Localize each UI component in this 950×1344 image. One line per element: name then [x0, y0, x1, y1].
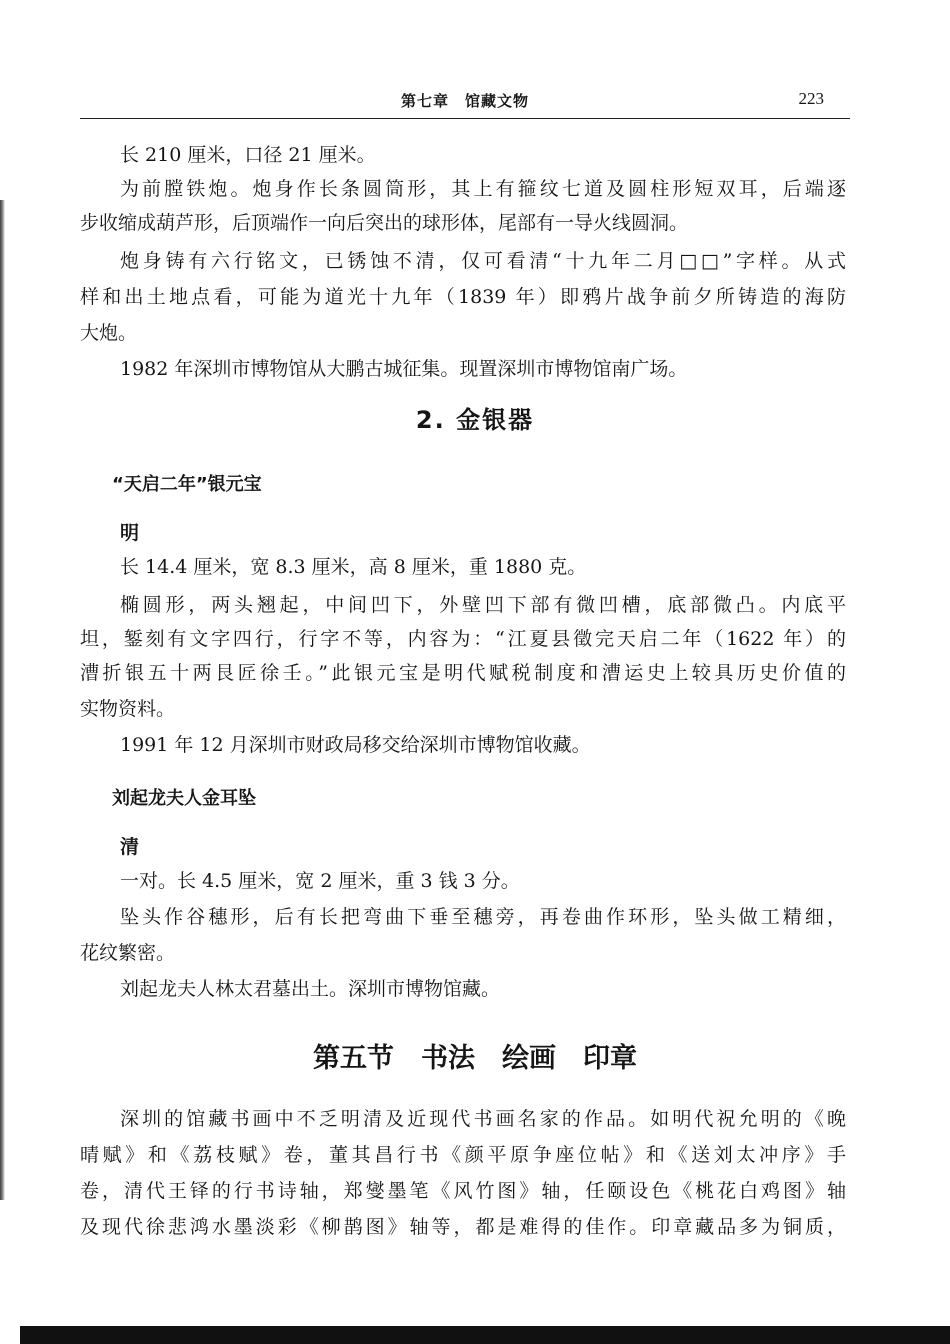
intro-line: 卷，清代王铎的行书诗轴，郑燮墨笔《风竹图》轴，任颐设色《桃花白鸡图》轴 — [80, 1180, 846, 1202]
cannon-desc-line: 为前膛铁炮。炮身作长条圆筒形，其上有箍纹七道及圆柱形短双耳，后端逐 — [120, 178, 846, 200]
cannon-dimensions: 长 210 厘米，口径 21 厘米。 — [120, 144, 376, 166]
item-title-silver-ingot: “天启二年”银元宝 — [112, 474, 262, 495]
item-provenance: 1991 年 12 月深圳市财政局移交给深圳市博物馆收藏。 — [120, 734, 591, 756]
chapter-title: 第七章 馆藏文物 — [400, 92, 529, 110]
intro-line: 晴赋》和《荔枝赋》卷，董其昌行书《颜平原争座位帖》和《送刘太冲序》手 — [80, 1144, 846, 1166]
item-dimensions: 长 14.4 厘米，宽 8.3 厘米，高 8 厘米，重 1880 克。 — [120, 556, 587, 578]
item-dynasty: 清 — [120, 836, 140, 858]
running-header — [80, 88, 850, 119]
scan-bottom-edge — [20, 1326, 950, 1344]
item-desc-line: 坦，錾刻有文字四行，行字不等，内容为：“江夏县徵完天启二年（1622 年）的 — [80, 628, 846, 650]
cannon-inscription-line: 大炮。 — [80, 322, 138, 344]
subsection-heading-gold-silver: 2. 金银器 — [415, 406, 535, 434]
cannon-desc-line: 步收缩成葫芦形，后顶端作一向后突出的球形体，尾部有一导火线圆洞。 — [80, 212, 689, 234]
intro-line: 及现代徐悲鸿水墨淡彩《柳鹊图》轴等，都是难得的佳作。印章藏品多为铜质， — [80, 1216, 846, 1238]
page-number: 223 — [798, 89, 824, 108]
intro-line: 深圳的馆藏书画中不乏明清及近现代书画名家的作品。如明代祝允明的《晚 — [120, 1108, 846, 1130]
item-dynasty: 明 — [120, 522, 140, 544]
item-provenance: 刘起龙夫人林太君墓出土。深圳市博物馆藏。 — [120, 978, 501, 1000]
item-desc-line: 实物资料。 — [80, 698, 176, 720]
cannon-inscription-line: 样和出土地点看，可能为道光十九年（1839 年）即鸦片战争前夕所铸造的海防 — [80, 286, 846, 308]
item-desc-line: 椭圆形，两头翘起，中间凹下，外壁凹下部有微凹槽，底部微凸。内底平 — [120, 594, 846, 616]
item-desc-line: 漕折银五十两艮匠徐壬。”此银元宝是明代赋税制度和漕运史上较具历史价值的 — [80, 662, 846, 684]
cannon-inscription-line: 炮身铸有六行铭文，已锈蚀不清，仅可看清“十九年二月□□”字样。从式 — [120, 250, 846, 272]
item-dimensions: 一对。长 4.5 厘米，宽 2 厘米，重 3 钱 3 分。 — [120, 870, 520, 892]
item-title-gold-earrings: 刘起龙夫人金耳坠 — [112, 788, 256, 809]
item-desc-line: 花纹繁密。 — [80, 942, 176, 964]
section-heading-calligraphy-painting-seals: 第五节 书法 绘画 印章 — [313, 1043, 637, 1074]
cannon-provenance: 1982 年深圳市博物馆从大鹏古城征集。现置深圳市博物馆南广场。 — [120, 358, 688, 380]
item-desc-line: 坠头作谷穗形，后有长把弯曲下垂至穗旁，再卷曲作环形，坠头做工精细， — [120, 906, 846, 928]
